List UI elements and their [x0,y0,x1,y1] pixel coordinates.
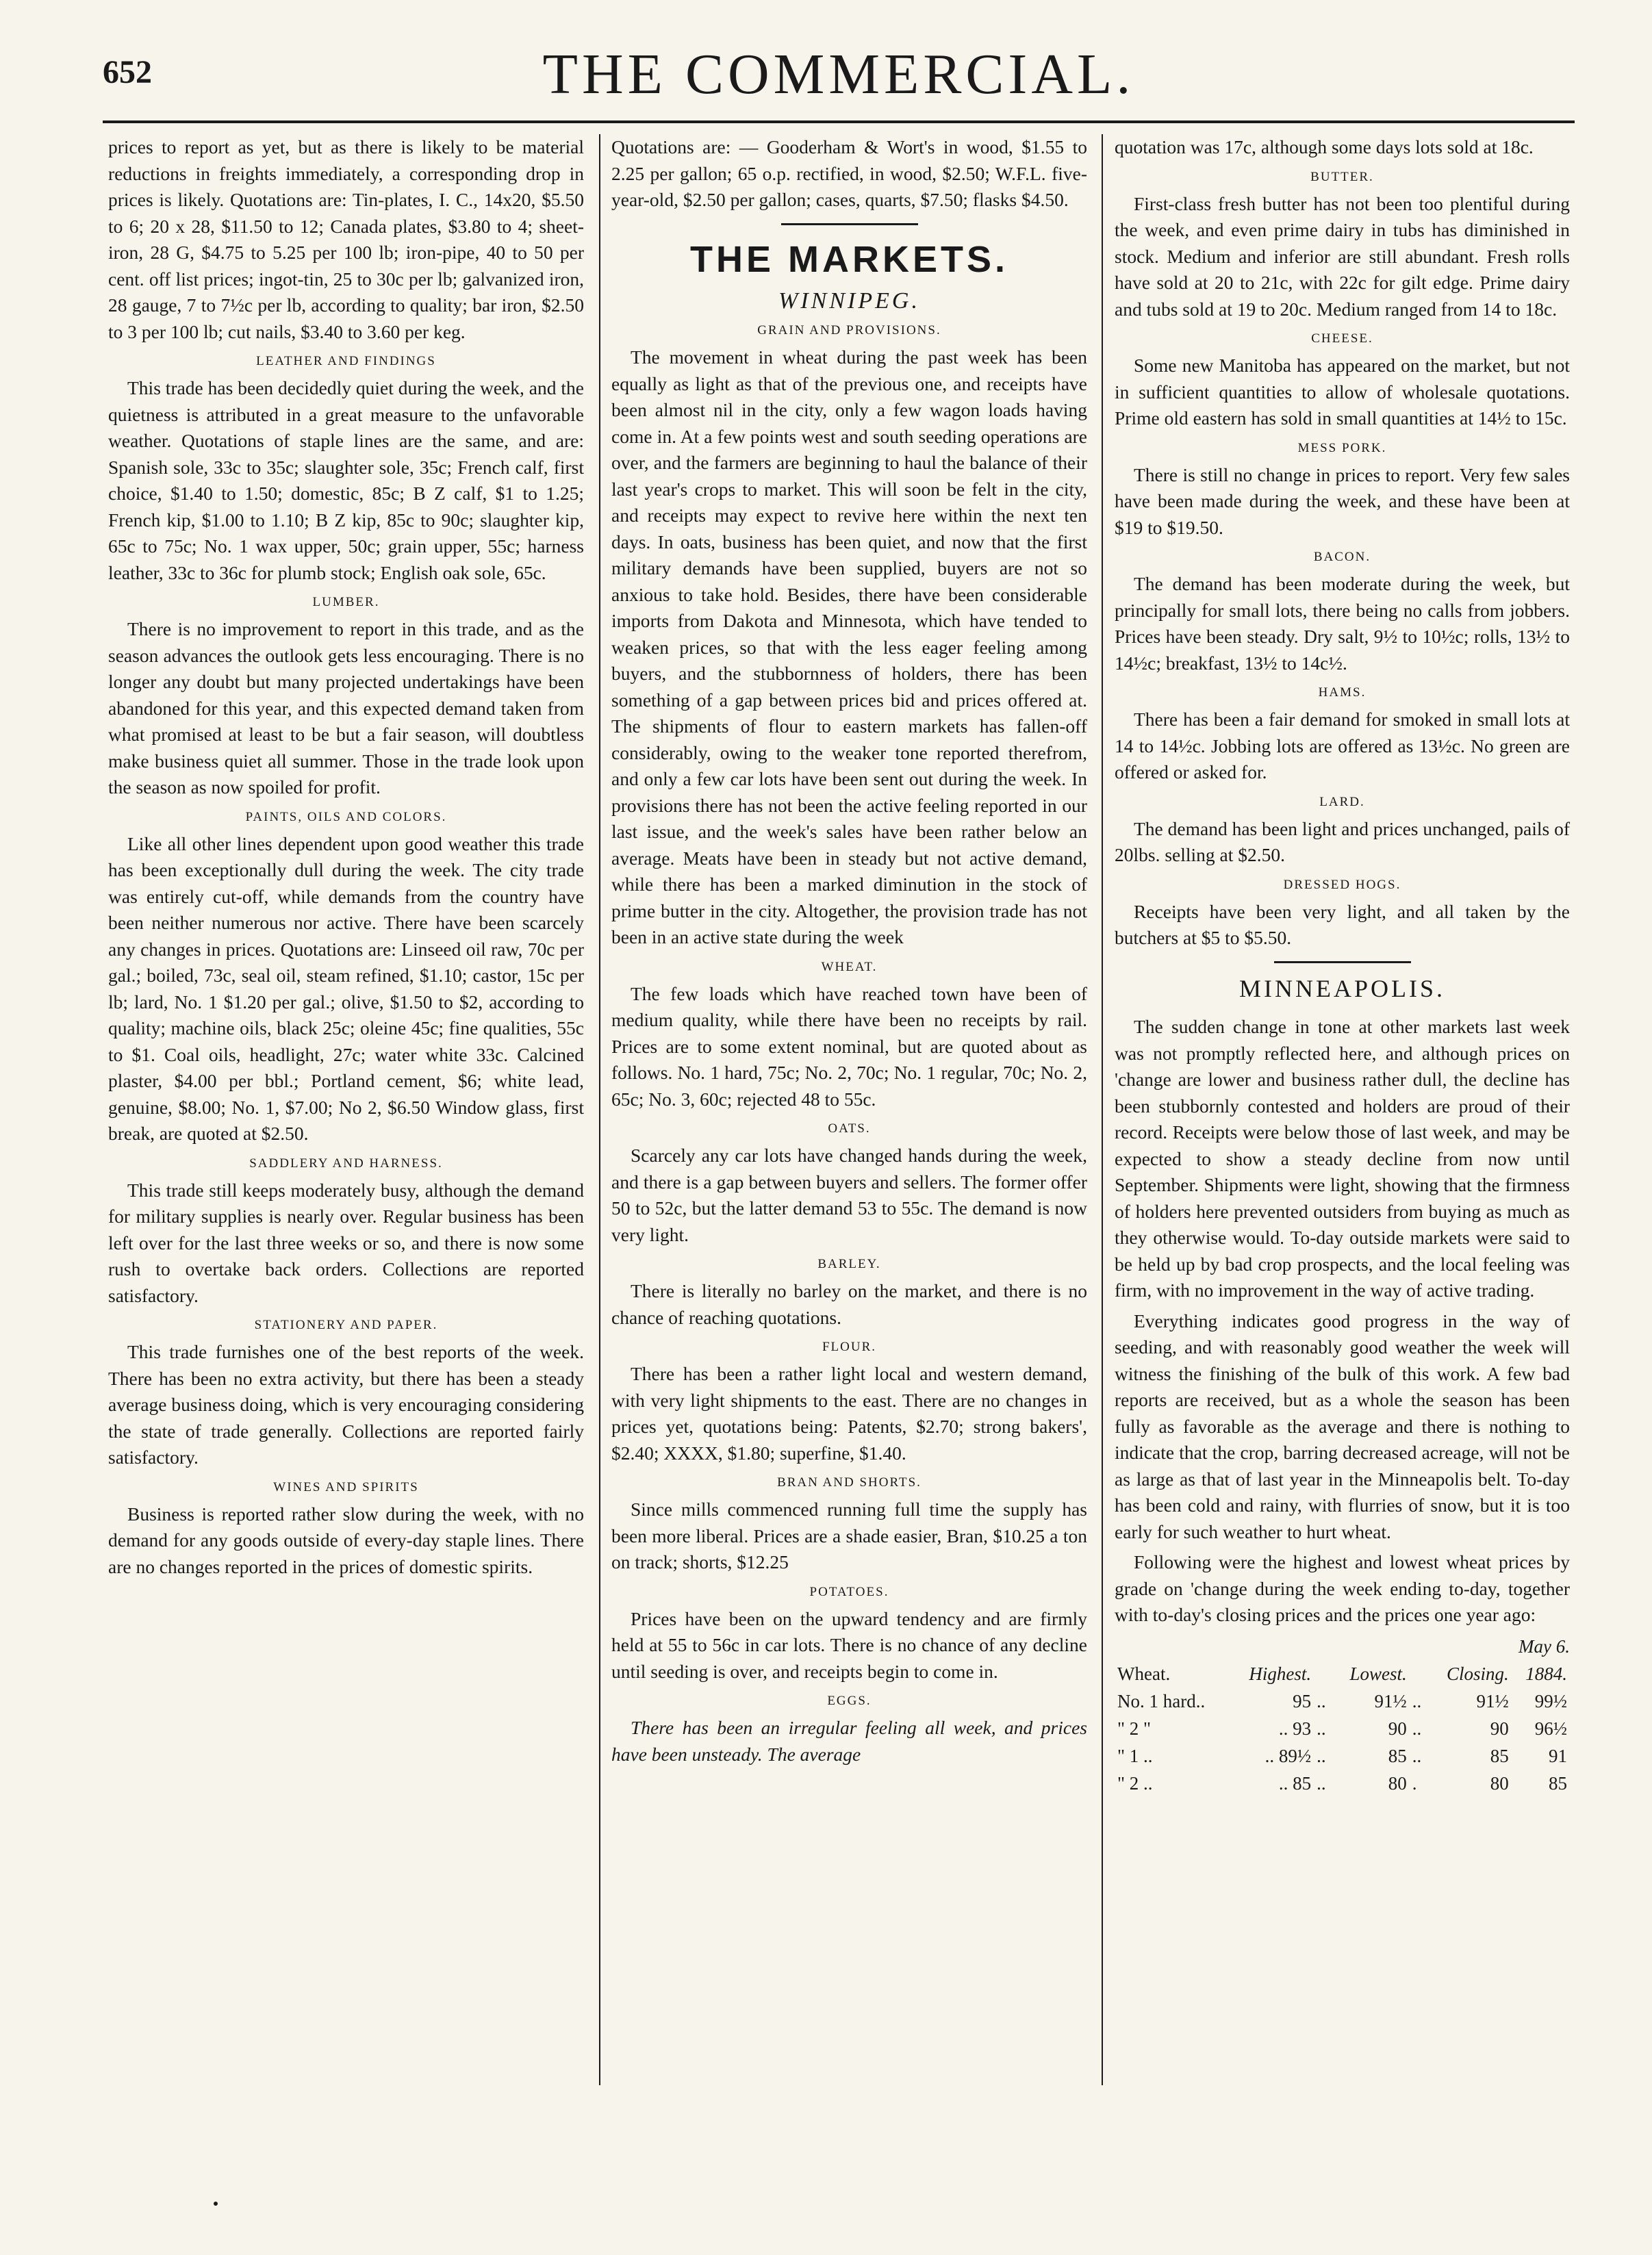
table-cell: 85 [1549,1772,1567,1794]
table-cell: 96½ [1534,1718,1567,1739]
table-cell: .. 93 [1278,1718,1312,1739]
paragraph-minneapolis-2: Everything indicates good progress in the way of seeding, and with reasonably good weather the week will witness the finishing of the bulk of this work. A few bad reports are received, but as a whole the season has been fully as favorable as the average and there is nothing to indicate that the crop, barring decreased acreage, will not be as large as that of last year in the Minneapolis belt. To-day has been cold and rainy, with flurries of snow, but it is too early for such weather to hurt wheat. [1115,1310,1570,1542]
subhead-bacon: BACON. [1313,550,1371,564]
wheat-price-table [1115,1660,1570,1797]
subhead-dressed-hogs: DRESSED HOGS. [1283,877,1401,892]
table-header-row [1115,1660,1570,1687]
paragraph-lard: The demand has been light and prices unchanged, pails of 20lbs. selling at $2.50. [1115,817,1570,865]
paragraph-wines: Business is reported rather slow during the week, with no demand for any goods outside of every-day staple lines. There are no changes reported in the prices of domestic spirits. [108,1503,584,1577]
table-cell: .. [1317,1718,1326,1739]
table-cell: " 2 .. [1117,1772,1153,1794]
table-cell: 85 [1490,1745,1509,1766]
table-header-cell: 1884. [1525,1663,1567,1684]
subhead-lumber: LUMBER. [312,595,380,609]
paragraph-grain: The movement in wheat during the past week has been equally as light as that of the previous one, and receipts have been almost nil in the city, only a few wagon loads having come in. At a few points west and south seeding operations are over, and the farmers are beginning to haul the balance of their last year's crops to market. This will soon be felt in the city, and receipts may expect to revive here within the next ten days. In oats, business has been quiet, and now that the first military demands have been supplied, buyers are not so anxious to take hold. Besides, there have been considerable imports from Dakota and Minnesota, which have tended to weaken prices, so that with the less eager feeling among buyers, and the stubbornness of holders, there has been something of a gap between prices bid and prices offered at. The shipments of flour to eastern markets has fallen-off considerably, owing to the weaker tone reported therefrom, and only a few car lots have been sent out during the week. In provisions there has not been the active feeling reported in our last issue, and the week's sales have been rather below an average. Meats have been in steady but not active demand, while there has been a marked diminution in the stock of prime butter in the city. Altogether, the provision trade has not been in an active state during the week [611,346,1087,947]
table-cell: 80 [1388,1772,1407,1794]
subhead-grain: GRAIN AND PROVISIONS. [757,323,941,337]
subhead-wheat: WHEAT. [821,959,878,974]
subhead-mess-pork: MESS PORK. [1297,440,1387,455]
table-row [1115,1742,1570,1770]
paragraph-bran: Since mills commenced running full time the supply has been more liberal. Prices are a shade easier, Bran, $10.25 a ton on track; shorts, $12.25 [611,1499,1087,1572]
section-rule [781,223,918,225]
table-cell: " 1 .. [1117,1745,1153,1766]
subhead-bran: BRAN AND SHORTS. [777,1475,922,1490]
table-cell: .. 89½ [1265,1745,1312,1766]
header-rule [103,120,1575,123]
table-cell: .. [1412,1690,1422,1711]
paragraph-eggs-continued: quotation was 17c, although some days lots sold at 18c. [1115,136,1534,157]
column-divider [1102,134,1103,2085]
table-header-cell: Lowest. [1349,1663,1407,1684]
table-cell: 85 [1388,1745,1407,1766]
table-cell: .. [1317,1745,1326,1766]
paragraph-stationery: This trade furnishes one of the best reports of the week. There has been no extra activity, but there has been a steady average business doing, which is very encouraging considering the state of trade generally. Collections are reported fairly satisfactory. [108,1341,584,1468]
page-number: 652 [103,54,152,90]
column-divider [599,134,600,2085]
subhead-flour: FLOUR. [822,1340,877,1354]
paragraph-oats: Scarcely any car lots have changed hands during the week, and there is a gap between buyers and sellers. The former offer 50 to 52c, but the latter demand 53 to 55c. The demand is now very light. [611,1145,1087,1245]
subhead-leather: LEATHER AND FINDINGS [256,354,436,368]
paragraph-saddlery: This trade still keeps moderately busy, although the demand for military supplies is nearly over. Regular business has been left over for the last three weeks or so, and there is now some rush to overtake back orders. Collections are reported satisfactory. [108,1179,584,1306]
subhead-cheese: CHEESE. [1311,331,1373,346]
table-header-cell: Highest. [1249,1663,1312,1684]
table-cell: 90 [1388,1718,1407,1739]
subhead-butter: BUTTER. [1310,169,1374,184]
city-heading-minneapolis: MINNEAPOLIS. [1238,974,1445,1002]
table-cell: 90 [1490,1718,1509,1739]
paragraph-minneapolis-1: The sudden change in tone at other markets last week was not promptly reflected here, and although prices on 'change are lower and business rather dull, the decline has been stubbornly contested and holders are proud of their record. Receipts were below those of last week, and may be expected to show a steady decline from now until September. Shipments were light, showing that the firmness of holders here prevented outsiders from buying as much as they otherwise would. To-day outside markets were said to be held up by bad crop prospects, and the local feeling was firm, with no improvement in the way of active trading. [1115,1016,1570,1301]
table-row [1115,1687,1570,1715]
table-cell: 91½ [1374,1690,1407,1711]
subhead-oats: OATS. [828,1121,871,1136]
table-cell: .. 85 [1278,1772,1312,1794]
paragraph-barley: There is literally no barley on the market, and there is no chance of reaching quotations. [611,1280,1087,1328]
table-row [1115,1770,1570,1797]
paragraph-hams: There has been a fair demand for smoked in small lots at 14 to 14½c. Jobbing lots are offered as 13½c. No green are offered or asked for. [1115,709,1570,782]
table-cell: No. 1 hard.. [1117,1690,1206,1711]
table-date: May 6. [1518,1635,1570,1657]
city-heading-winnipeg: WINNIPEG. [778,288,920,314]
paragraph-dressed-hogs: Receipts have been very light, and all taken by the butchers at $5 to $5.50. [1115,900,1570,948]
subhead-hams: HAMS. [1318,685,1367,700]
subhead-stationery: STATIONERY AND PAPER. [254,1318,438,1332]
subhead-lard: LARD. [1319,794,1365,809]
column-1 [108,134,584,1584]
subhead-wines: WINES AND SPIRITS [273,1479,419,1494]
subhead-eggs: EGGS. [827,1694,872,1708]
table-cell: .. [1317,1772,1326,1794]
column-3 [1115,134,1570,1797]
paragraph-paints: Like all other lines dependent upon good weather this trade has been exceptionally dull during the week. The city trade was entirely cut-off, while demands from the country have been neither numerous nor active. There have been scarcely any changes in prices. Quotations are: Linseed oil raw, 70c per gal.; boiled, 73c, seal oil, steam refined, $1.10; castor, 15c per lb; lard, No. 1 $1.20 per gal.; olive, $1.50 to $2, according to quality; machine oils, black 25c; oleine 45c; fine qualities, 55c to $1. Coal oils, headlight, 27c; water white 33c. Calcined plaster, $4.00 per bbl.; Portland cement, $6; white lead, genuine, $8.00; No. 1, $7.00; No 2, $6.50 Window glass, first break, are quoted at $2.50. [108,832,584,1144]
table-cell: 99½ [1534,1690,1567,1711]
paragraph-wheat: The few loads which have reached town have been of medium quality, while there have been no receipts by rail. Prices are to some extent nominal, but are quoted about as follows. No. 1 hard, 75c; No. 2, 70c; No. 1 regular, 70c; No. 2, 65c; No. 3, 60c; rejected 48 to 55c. [611,982,1087,1110]
masthead-title: THE COMMERCIAL. [542,42,1135,106]
paragraph-lumber: There is no improvement to report in this trade, and as the season advances the outlook gets less encouraging. There is no longer any doubt but many projected undertakings have been abandoned for this year, and this expected demand taken from what promised at least to be but a fair season, will doubtless make business quiet all summer. Those in the trade look upon the season as now spoiled for profit. [108,618,584,798]
print-speck [214,2202,218,2206]
section-rule [1274,961,1411,963]
section-title-markets: THE MARKETS. [690,238,1008,280]
paragraph-leather: This trade has been decidedly quiet during the week, and the quietness is attributed in a great measure to the unfavorable weather. Quotations of staple lines are the same, and are: Spanish sole, 33c to 35c; slaughter sole, 35c; French calf, first choice, $1.40 to 1.50; domestic, 85c; B Z calf, $1 to 1.25; French kip, $1.00 to 1.10; B Z kip, 85c to 90c; slaughter kip, 65c to 75c; No. 1 wax upper, 50c; grain upper, 55c; harness leather, 33c to 36c for plumb stock; English oak sole, 65c. [108,377,584,583]
table-cell: . [1412,1772,1417,1794]
table-cell: " 2 " [1117,1718,1152,1739]
subhead-paints: PAINTS, OILS AND COLORS. [245,809,447,824]
page-header [103,41,1575,130]
paragraph-bacon: The demand has been moderate during the week, but principally for small lots, there being no calls from jobbers. Prices have been steady. Dry salt, 9½ to 10½c; rolls, 13½ to 14½c; breakfast, 13½ to 14c½. [1115,573,1570,674]
paragraph-mess-pork: There is still no change in prices to report. Very few sales have been made during the week, and these have been at $19 to $19.50. [1115,463,1570,538]
paragraph-potatoes: Prices have been on the upward tendency and are firmly held at 55 to 56c in car lots. There is no chance of any decline until seeding is over, and receipts begin to come in. [611,1607,1087,1682]
table-header-cell: Closing. [1447,1663,1509,1684]
paragraph-hardware-prices: prices to report as yet, but as there is likely to be material reductions in freights immediately, a corresponding drop in prices is likely. Quotations are: Tin-plates, I. C., 14x20, $5.50 to 6; 20 x 28, $11.50 to 12; Canada plates, $3.80 to 4; sheet-iron, 28 G, $4.75 to 5.25 per 100 lb; iron-pipe, 40 to 50 per cent. off list prices; ingot-tin, 25 to 30c per lb; galvanized iron, 28 gauge, 7 to 7½c per lb, according to quality; bar iron, $2.50 to 3 per 100 lb; cut nails, $3.40 to 3.60 per keg. [108,136,584,342]
table-cell: .. [1412,1718,1422,1739]
table-cell: .. [1317,1690,1326,1711]
table-cell: 95 [1293,1690,1312,1711]
table-cell: .. [1412,1745,1422,1766]
table-cell: 91 [1549,1745,1567,1766]
table-header-cell: Wheat. [1117,1663,1171,1684]
paragraph-cheese: Some new Manitoba has appeared on the market, but not in sufficient quantities to allow of wholesale quotations. Prime old eastern has sold in small quantities at 14½ to 15c. [1115,355,1570,429]
column-2 [611,134,1087,1772]
table-row [1115,1715,1570,1742]
subhead-barley: BARLEY. [817,1257,881,1271]
subhead-potatoes: POTATOES. [809,1584,889,1599]
table-cell: 80 [1490,1772,1509,1794]
paragraph-eggs: There has been an irregular feeling all week, and prices have been unsteady. The average [611,1717,1087,1765]
paragraph-butter: First-class fresh butter has not been too plentiful during the week, and even prime dairy in tubs has diminished in stock. Medium and inferior are still abundant. Fresh rolls have sold at 20 to 21c, with 22c for gilt edge. Prime dairy and tubs sold at 19 to 20c. Medium ranged from 14 to 18c. [1115,192,1570,320]
paragraph-minneapolis-3: Following were the highest and lowest wheat prices by grade on 'change during the week ending to-day, together with to-day's closing prices and the prices one year ago: [1115,1551,1570,1625]
subhead-saddlery: SADDLERY AND HARNESS. [249,1156,443,1171]
paragraph-flour: There has been a rather light local and western demand, with very light shipments to the east. There are no changes in prices yet, quotations being: Patents, $2.70; strong bakers', $2.40; XXXX, $1.80; superfine, $1.40. [611,1363,1087,1464]
paragraph-spirits-quotations: Quotations are: — Gooderham & Wort's in wood, $1.55 to 2.25 per gallon; 65 o.p. rectified, in wood, $2.50; W.F.L. five-year-old, $2.50 per gallon; cases, quarts, $7.50; flasks $4.50. [611,136,1087,210]
table-cell: 91½ [1476,1690,1509,1711]
